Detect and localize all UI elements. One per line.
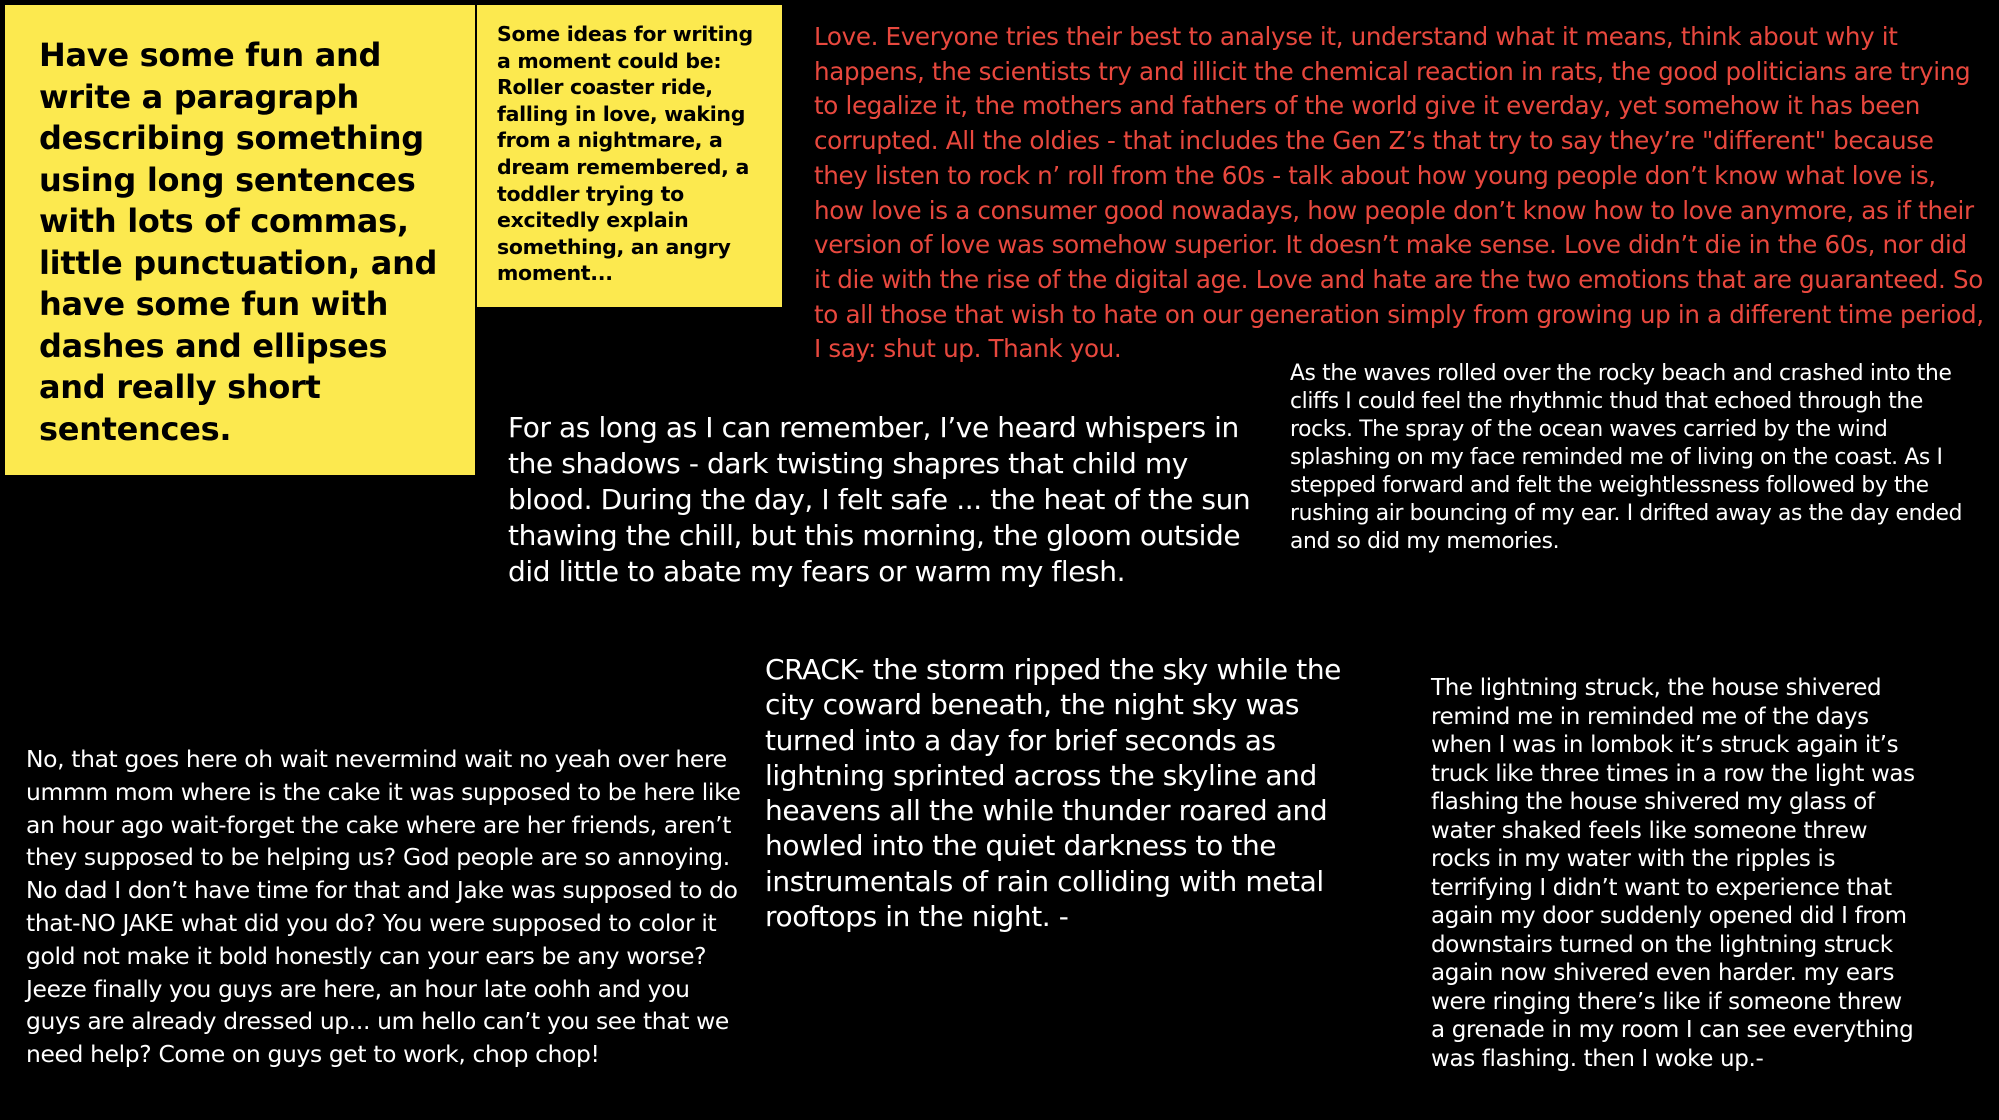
response-lightning-paragraph[interactable]: The lightning struck, the house shivered remind me in reminded me of the days when I was in lombok it’s struck again it’s truck like three times in a row the light was flashing the house shivered my glass of water shaked feels like someone threw rocks in my water with the ripples is terrifying I didn’t want to experience that again my door suddenly opened did I from downstairs turned on the lightning struck again now shivered even harder. my ears were ringing there’s like if someone threw a grenade in my room I can see everything was flashing. then I woke up.- <box>1431 675 1915 1072</box>
response-crack-paragraph[interactable]: CRACK- the storm ripped the sky while the city coward beneath, the night sky was turned into a day for brief seconds as lightning sprinted across the skyline and heavens all the while thunder roared and howled into the quiet darkness to the instrumentals of rain colliding with metal rooftops in the night. - <box>765 653 1342 934</box>
ideas-text: Some ideas for writing a moment could be: Roller coaster ride, falling in love, waking from a nightmare, a dream remembered, a toddler trying to excitedly explain something, an angry moment... <box>497 22 753 286</box>
response-waves-paragraph[interactable]: As the waves rolled over the rocky beach and crashed into the cliffs I could feel the rhythmic thud that echoed through the rocks. The spray of the ocean waves carried by the wind splashing on my face reminded me of living on the coast. As I stepped forward and felt the weightlessness followed by the rushing air bouncing of my ear. I drifted away as the day ended and so did my memories. <box>1290 361 1963 554</box>
response-cake-paragraph[interactable]: No, that goes here oh wait nevermind wait no yeah over here ummm mom where is the cake it was supposed to be here like an hour ago wait-forget the cake where are her friends, aren’t they supposed to be helping us? God people are so annoying. No dad I don’t have time for that and Jake was supposed to do that-NO JAKE what did you do? You were supposed to color it gold not make it bold honestly can your ears be any worse? Jeeze finally you guys are here, an hour late oohh and you guys are already dressed up... um hello can’t you see that we need help? Come on guys get to work, chop chop! <box>26 745 741 1069</box>
response-love-paragraph[interactable]: Love. Everyone tries their best to analyse it, understand what it means, think about why it happens, the scientists try and illicit the chemical reaction in rats, the good politicians are trying to legalize it, the mothers and fathers of the world give it everday, yet somehow it has been corrupted. All the oldies - that includes the Gen Z’s that try to say they’re "different" because they listen to rock n’ roll from the 60s - talk about how young people don’t know what love is, how love is a consumer good nowadays, how people don’t know how to love anymore, as if their version of love was somehow superior. It doesn’t make sense. Love didn’t die in the 60s, nor did it die with the rise of the digital age. Love and hate are the two emotions that are guaranteed. So to all those that wish to hate on our generation simply from growing up in a different time period, I say: shut up. Thank you. <box>814 22 1984 364</box>
instruction-sticky-note[interactable] <box>5 5 475 475</box>
response-shadows-paragraph[interactable]: For as long as I can remember, I’ve heard whispers in the shadows - dark twisting shapres that child my blood. During the day, I felt safe ... the heat of the sun thawing the chill, but this morning, the gloom outside did little to abate my fears or warm my flesh. <box>508 411 1251 588</box>
instruction-text: Have some fun and write a paragraph describing something using long sentences with lots of commas, little punctuation, and have some fun with dashes and ellipses and really short sentences. <box>39 36 438 448</box>
ideas-sticky-note[interactable] <box>477 5 782 307</box>
